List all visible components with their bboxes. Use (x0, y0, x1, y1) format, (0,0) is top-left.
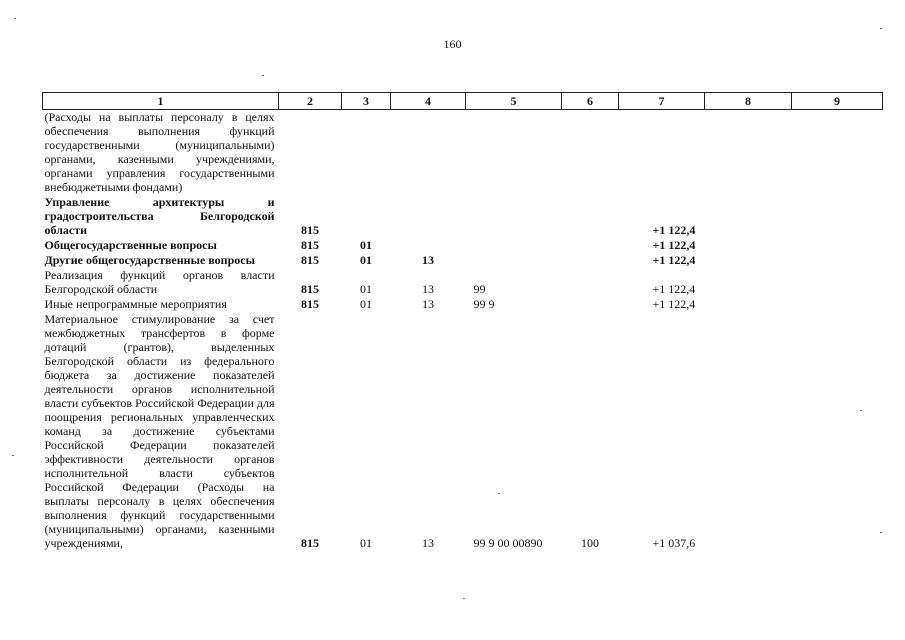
cell-subsection: 13 (422, 253, 434, 267)
cell-amount: +1 037,6 (652, 536, 696, 550)
scan-speck (880, 532, 882, 533)
cell-col9 (792, 297, 883, 312)
cell-section: 01 (360, 253, 372, 267)
cell-chapter: 815 (301, 238, 319, 252)
cell-subsection: 13 (422, 282, 434, 296)
row-name: Управление архитектуры и градостроительства Белгородской области (44, 195, 275, 237)
cell-subsection: 13 (422, 297, 434, 311)
table-row (43, 297, 883, 312)
table-row (43, 312, 883, 551)
cell-target-article (466, 253, 562, 268)
cell-col9 (792, 110, 883, 196)
cell-section: 01 (360, 536, 372, 550)
cell-amount (619, 110, 705, 196)
cell-subsection (391, 195, 466, 238)
cell-col8 (705, 238, 792, 253)
cell-section: 01 (360, 282, 372, 296)
cell-expense-type (562, 297, 619, 312)
cell-target-article (466, 195, 562, 238)
cell-chapter: 815 (301, 253, 319, 267)
cell-col8 (705, 297, 792, 312)
table-row (43, 238, 883, 253)
column-header: 7 (619, 93, 705, 110)
cell-col8 (705, 312, 792, 551)
cell-amount: +1 122,4 (652, 223, 696, 237)
cell-subsection (391, 110, 466, 196)
cell-amount: +1 122,4 (652, 297, 696, 311)
scan-speck (860, 410, 862, 411)
table-row (43, 268, 883, 297)
row-name: Общегосударственные вопросы (44, 238, 217, 252)
cell-col8 (705, 253, 792, 268)
column-header: 8 (705, 93, 792, 110)
table-row (43, 110, 883, 196)
scan-speck (463, 598, 465, 599)
cell-col9 (792, 195, 883, 238)
cell-expense-type: 100 (581, 536, 599, 550)
cell-col8 (705, 195, 792, 238)
cell-amount: +1 122,4 (652, 238, 696, 252)
scan-speck (14, 18, 16, 19)
column-header: 4 (391, 93, 466, 110)
cell-section (342, 110, 391, 196)
scan-speck (498, 493, 500, 494)
cell-subsection: 13 (422, 536, 434, 550)
scan-speck (880, 28, 882, 29)
cell-amount: +1 122,4 (652, 282, 696, 296)
cell-amount: +1 122,4 (652, 253, 696, 267)
column-header: 5 (466, 93, 562, 110)
cell-target-article: 99 9 00 00890 (473, 536, 543, 550)
cell-expense-type (562, 195, 619, 238)
cell-col8 (705, 268, 792, 297)
cell-col9 (792, 312, 883, 551)
page-number: 160 (443, 37, 462, 51)
row-name: (Расходы на выплаты персоналу в целях обеспечения выполнения функций государственными (муниципальными) органами, казенными учреждениями, органами управления государственными внебюджетными фондами) (44, 110, 275, 194)
cell-target-article: 99 (473, 282, 486, 296)
cell-expense-type (562, 268, 619, 297)
budget-table (42, 92, 883, 551)
cell-target-article (466, 110, 562, 196)
cell-section (342, 195, 391, 238)
cell-target-article: 99 9 (473, 297, 495, 311)
cell-col8 (705, 110, 792, 196)
row-name: Реализация функций органов власти Белгородской области (44, 268, 275, 296)
cell-chapter: 815 (301, 297, 319, 311)
cell-expense-type (562, 253, 619, 268)
cell-chapter (279, 110, 342, 196)
cell-subsection (391, 238, 466, 253)
cell-section: 01 (360, 297, 372, 311)
row-name: Иные непрограммные мероприятия (44, 297, 227, 311)
column-header: 2 (279, 93, 342, 110)
column-header: 3 (342, 93, 391, 110)
cell-section: 01 (360, 238, 372, 252)
table-row (43, 253, 883, 268)
cell-col9 (792, 238, 883, 253)
cell-chapter: 815 (301, 282, 319, 296)
budget-table-container (42, 92, 882, 551)
column-header: 6 (562, 93, 619, 110)
cell-expense-type (562, 238, 619, 253)
cell-chapter: 815 (301, 536, 319, 550)
row-name: Другие общегосударственные вопросы (44, 253, 255, 267)
cell-target-article (466, 238, 562, 253)
table-header-row (43, 93, 883, 110)
column-header: 9 (792, 93, 883, 110)
cell-col9 (792, 268, 883, 297)
row-name: Материальное стимулирование за счет межбюджетных трансфертов в форме дотаций (грантов), выделенных Белгородской области из федерального бюджета за достижение показателей деятельности органов исполнительной власти субъектов Российской Федерации для поощрения региональных управленческих команд за достижение субъектами Российской Федерации показателей эффективности деятельности органов исполнительной власти субъектов Российской Федерации (Расходы на выплаты персоналу в целях обеспечения выполнения функций государственными (муниципальными) органами, казенными учреждениями, (44, 312, 275, 550)
cell-expense-type (562, 110, 619, 196)
cell-chapter: 815 (301, 223, 319, 237)
table-row (43, 195, 883, 238)
scan-speck (262, 75, 264, 76)
scan-speck (12, 455, 14, 456)
cell-col9 (792, 253, 883, 268)
column-header: 1 (43, 93, 279, 110)
